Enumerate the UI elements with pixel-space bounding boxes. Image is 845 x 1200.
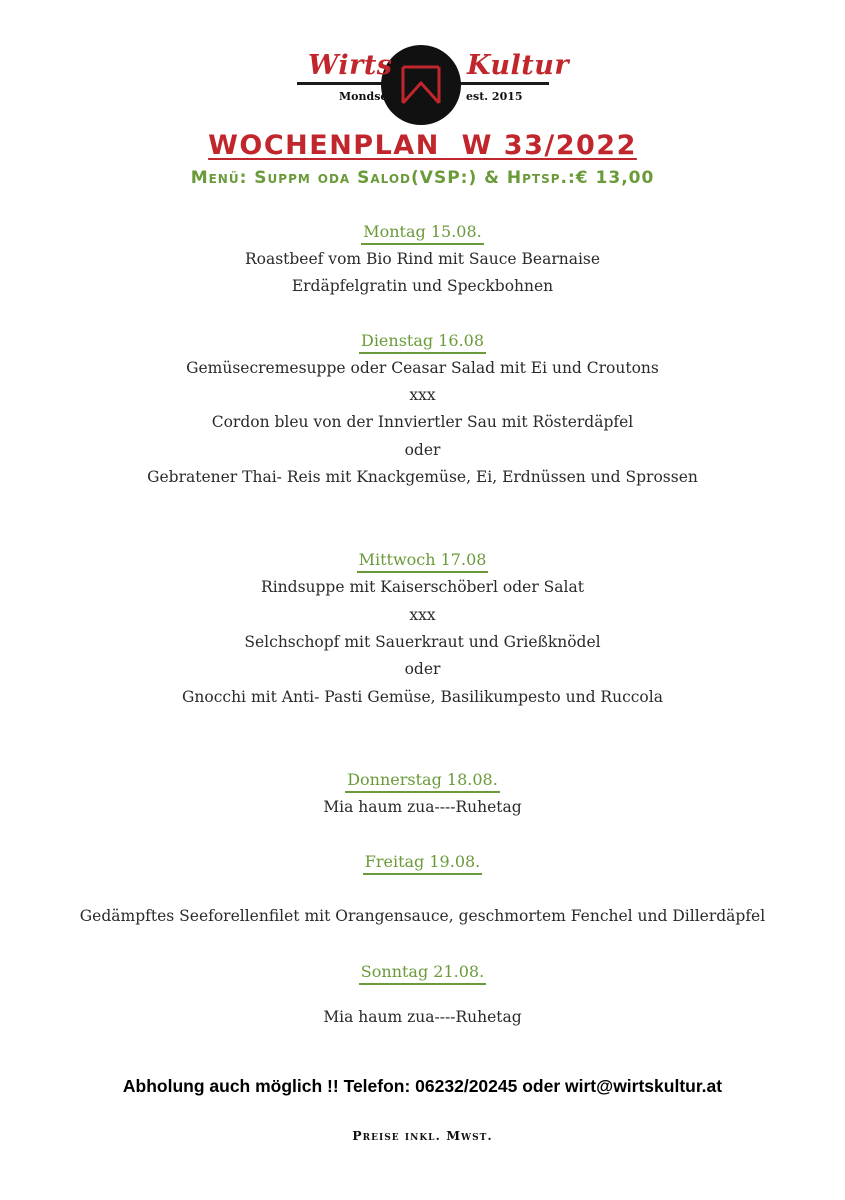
logo bbox=[0, 0, 845, 130]
logo-word-left: Wirts bbox=[308, 50, 393, 81]
dish-line: Gnocchi mit Anti- Pasti Gemüse, Basilikumpesto und Ruccola bbox=[182, 688, 663, 706]
dish-line: Gedämpftes Seeforellenfilet mit Orangensauce, geschmortem Fenchel und Dillerdäpfel bbox=[79, 907, 766, 925]
dish-line: Mia haum zua----Ruhetag bbox=[323, 1008, 522, 1026]
logo-word-right: Kultur bbox=[467, 50, 570, 81]
dish-line: Rindsuppe mit Kaiserschöberl oder Salat bbox=[261, 578, 584, 596]
day-heading-tuesday: Dienstag 16.08 bbox=[0, 331, 845, 350]
dish-line: Gebratener Thai- Reis mit Knackgemüse, Ei, Erdnüssen und Sprossen bbox=[147, 468, 698, 486]
dish-separator: xxx bbox=[409, 386, 436, 404]
dish-line: Mia haum zua----Ruhetag bbox=[323, 798, 522, 816]
dish-line: Gemüsecremesuppe oder Ceasar Salad mit Ei und Croutons bbox=[186, 359, 659, 377]
day-heading-thursday: Donnerstag 18.08. bbox=[0, 770, 845, 789]
logo-place: Mondsee bbox=[339, 90, 395, 103]
logo-w-icon bbox=[381, 45, 461, 125]
logo-established: est. 2015 bbox=[466, 90, 523, 103]
logo-circle bbox=[381, 45, 461, 125]
day-heading-friday: Freitag 19.08. bbox=[0, 852, 845, 871]
pickup-contact: Abholung auch möglich !! Telefon: 06232/20245 oder wirt@wirtskultur.at bbox=[122, 1076, 723, 1096]
dish-line: Roastbeef vom Bio Rind mit Sauce Bearnaise bbox=[244, 250, 601, 268]
dish-line: Erdäpfelgratin und Speckbohnen bbox=[291, 277, 554, 295]
dish-separator: oder bbox=[404, 441, 441, 459]
day-heading-wednesday: Mittwoch 17.08 bbox=[0, 550, 845, 569]
dish-separator: xxx bbox=[409, 606, 436, 624]
page-title: WOCHENPLAN W 33/2022 bbox=[208, 130, 637, 161]
vat-note: Preise inkl. Mwst. bbox=[352, 1128, 493, 1143]
menu-price-subtitle: Menü: Suppm oda Salod(VSP:) & Hptsp.:€ 13,00 bbox=[190, 168, 655, 188]
day-heading-sunday: Sonntag 21.08. bbox=[0, 962, 845, 981]
day-heading-monday: Montag 15.08. bbox=[0, 222, 845, 241]
dish-line: Cordon bleu von der Innviertler Sau mit Rösterdäpfel bbox=[211, 413, 634, 431]
dish-line: Selchschopf mit Sauerkraut und Grießknödel bbox=[244, 633, 601, 651]
dish-separator: oder bbox=[404, 660, 441, 678]
